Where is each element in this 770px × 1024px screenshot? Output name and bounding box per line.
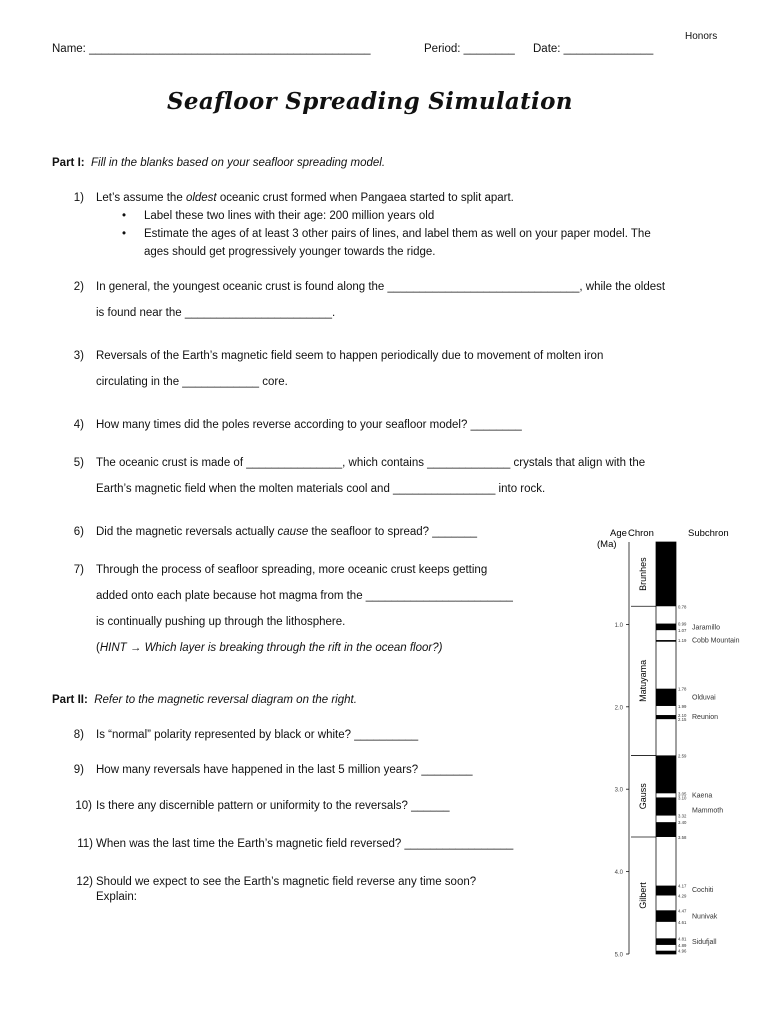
age-tick-label: 3.0 [614, 787, 623, 794]
q10-line-1: Is there any discernible pattern or uniformity to the reversals? ______ [96, 800, 450, 812]
q7-hint [96, 642, 442, 654]
boundary-age-label: 1.99 [678, 703, 687, 709]
age-tick-label: 5.0 [614, 952, 623, 959]
q9-line-1: How many reversals have happened in the last 5 million years? ________ [96, 764, 473, 776]
normal-polarity-band [656, 797, 676, 815]
subchron-label: Mammoth [692, 807, 724, 815]
boundary-age-label: 0.78 [678, 604, 687, 610]
honors-label: Honors [685, 31, 718, 42]
age-tick-label: 2.0 [614, 705, 623, 712]
boundary-age-label: 4.17 [678, 883, 687, 889]
q1-post: oceanic crust formed when Pangaea started to split apart. [216, 192, 514, 204]
normal-polarity-band [656, 689, 676, 706]
subchron-column-label: Subchron [688, 528, 729, 539]
boundary-age-label: 3.58 [678, 834, 687, 840]
q1-bullet-1: • Label these two lines with their age: 200 million years old [144, 210, 434, 222]
chron-label: Gilbert [638, 882, 648, 909]
chron-label: Gauss [638, 783, 648, 810]
q1-bullet-2-cont: ages should get progressively younger towards the ridge. [144, 246, 436, 258]
q12-line-2: Explain: [96, 891, 137, 903]
normal-polarity-band [656, 624, 676, 631]
q6-number: 6) [73, 526, 84, 538]
q6-text [96, 526, 477, 538]
q9-number: 9) [73, 764, 84, 776]
q8-line-1: Is “normal” polarity represented by black or white? __________ [96, 729, 419, 741]
boundary-age-label: 2.15 [678, 717, 687, 723]
q7-hint-label: HINT [99, 642, 127, 654]
age-axis-label: Age [610, 528, 627, 539]
q5-line-2: Earth’s magnetic field when the molten materials cool and ________________ into rock. [96, 483, 546, 495]
q1-text [96, 192, 514, 204]
part2-label: Part II: [52, 694, 88, 706]
arrow-right-icon: → [126, 642, 145, 654]
normal-polarity-band [656, 640, 676, 642]
boundary-age-label: 4.29 [678, 893, 687, 899]
normal-polarity-band [656, 938, 676, 945]
boundary-age-label: 1.07 [678, 628, 687, 634]
boundary-age-label: 2.10 [678, 713, 687, 719]
subchron-label: Cochiti [692, 887, 714, 895]
part1-instruction: Fill in the blanks based on your seafloor spreading model. [90, 157, 386, 169]
boundary-age-label: 3.40 [678, 820, 687, 826]
q7-hint-open: ( [96, 642, 100, 654]
normal-polarity-band [656, 822, 676, 837]
q4-line-1: How many times did the poles reverse according to your seafloor model? ________ [96, 419, 522, 431]
subchron-label: Kaena [692, 792, 713, 800]
q1-bullet-2: • Estimate the ages of at least 3 other pairs of lines, and label them as well on your paper model. The [144, 228, 651, 240]
subchron-label: Nunivak [692, 913, 718, 921]
chron-column-label: Chron [628, 528, 654, 539]
subchron-label: Cobb Mountain [692, 637, 740, 645]
page-title: Seafloor Spreading Simulation [167, 88, 573, 115]
q6-pre: Did the magnetic reversals actually [96, 526, 278, 538]
subchron-label: Sidufjall [692, 939, 717, 947]
q6-emph: cause [277, 526, 309, 538]
normal-polarity-band [656, 886, 676, 896]
subchron-label: Olduvai [692, 694, 716, 702]
q12-line-1: Should we expect to see the Earth’s magnetic field reverse any time soon? [96, 876, 477, 888]
boundary-age-label: 3.10 [678, 795, 687, 801]
boundary-age-label: 3.05 [678, 791, 687, 797]
boundary-age-label: 4.47 [678, 908, 687, 914]
q2-number: 2) [73, 281, 84, 293]
boundary-age-label: 0.99 [678, 621, 687, 627]
q7-number: 7) [73, 564, 84, 576]
boundary-age-label: 4.61 [678, 919, 687, 925]
subchron-label: Jaramillo [692, 624, 721, 632]
normal-polarity-band [656, 542, 676, 606]
date-field[interactable]: Date: ______________ [533, 43, 654, 55]
age-axis-unit: (Ma) [597, 539, 617, 550]
q7-line-3: is continually pushing up through the lithosphere. [96, 616, 346, 628]
chron-label: Matuyama [638, 659, 648, 702]
normal-polarity-band [656, 755, 676, 793]
q7-line-1: Through the process of seafloor spreading, more oceanic crust keeps getting [96, 564, 488, 576]
q7-hint-text: Which layer is breaking through the rift in the ocean floor?) [144, 642, 443, 654]
q1-emph: oldest [185, 192, 217, 204]
q1-pre: Let’s assume the [96, 192, 186, 204]
q3-line-1: Reversals of the Earth’s magnetic field seem to happen periodically due to movement of molten iron [96, 350, 604, 362]
q12-number: 12) [76, 876, 93, 888]
q2-line-2: is found near the _______________________. [96, 307, 336, 319]
q8-number: 8) [73, 729, 84, 741]
q11-line-1: When was the last time the Earth’s magnetic field reversed? _________________ [96, 838, 514, 850]
boundary-age-label: 1.19 [678, 638, 687, 644]
q5-line-1: The oceanic crust is made of _______________, which contains _____________ crystals that align with the [96, 457, 646, 469]
q10-number: 10) [75, 800, 92, 812]
q7-line-2: added onto each plate because hot magma from the _______________________ [96, 590, 513, 602]
name-field[interactable]: Name: ____________________________________________ [52, 43, 371, 55]
boundary-age-label: 4.81 [678, 936, 687, 942]
q5-number: 5) [73, 457, 84, 469]
normal-polarity-band [656, 910, 676, 922]
magnetic-reversal-chart [590, 522, 750, 962]
chron-label: Brunhes [638, 557, 648, 591]
part1-heading [52, 157, 385, 169]
q11-number: 11) [77, 838, 93, 850]
q6-post: the seafloor to spread? _______ [308, 526, 478, 538]
q3-number: 3) [73, 350, 84, 362]
period-field[interactable]: Period: ________ [424, 43, 515, 55]
age-tick-label: 4.0 [614, 870, 623, 877]
subchron-label: Reunion [692, 714, 719, 722]
boundary-age-label: 2.59 [678, 753, 687, 759]
normal-polarity-band [656, 951, 676, 954]
part1-label: Part I: [52, 157, 85, 169]
q2-line-1: In general, the youngest oceanic crust is found along the ______________________________, while the oldest [96, 281, 666, 293]
normal-polarity-band [656, 715, 676, 719]
q1-number: 1) [73, 192, 84, 204]
boundary-age-label: 4.96 [678, 948, 687, 954]
boundary-age-label: 4.89 [678, 942, 687, 948]
q4-number: 4) [73, 419, 84, 431]
age-tick-label: 1.0 [614, 622, 623, 629]
boundary-age-label: 1.78 [678, 686, 687, 692]
part2-heading [52, 694, 357, 706]
q3-line-2: circulating in the ____________ core. [96, 376, 288, 388]
part2-instruction: Refer to the magnetic reversal diagram on the right. [94, 694, 357, 706]
boundary-age-label: 3.32 [678, 813, 687, 819]
